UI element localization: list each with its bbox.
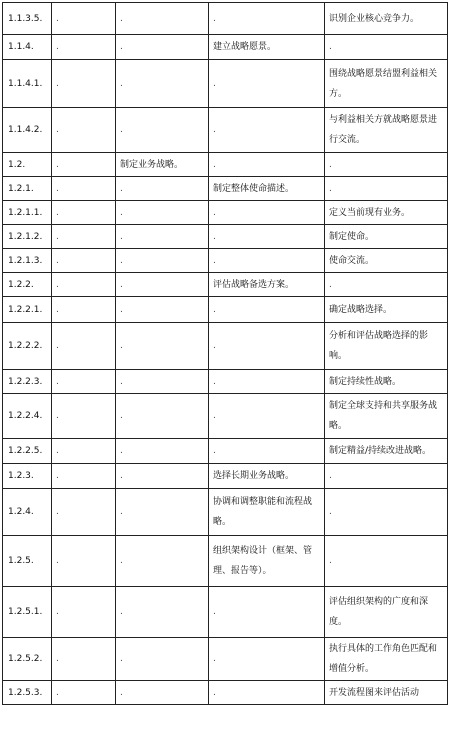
table-cell: . (116, 201, 209, 225)
table-cell: . (209, 225, 325, 249)
row-number-cell: 1.2.1.1. (3, 201, 52, 225)
table-row (3, 536, 448, 587)
row-number-cell: 1.2.5.1. (3, 587, 52, 638)
table-cell: 使命交流。 (325, 249, 448, 273)
table-cell: . (325, 273, 448, 297)
table-cell: . (52, 681, 116, 705)
table-cell: . (52, 323, 116, 370)
table-cell: 制定使命。 (325, 225, 448, 249)
table-cell: . (209, 681, 325, 705)
table-cell: . (116, 681, 209, 705)
table-cell: . (116, 323, 209, 370)
table-cell: 评估组织架构的广度和深度。 (325, 587, 448, 638)
table-row (3, 370, 448, 394)
table-cell: . (116, 536, 209, 587)
table-row (3, 249, 448, 273)
table-row (3, 297, 448, 323)
table-cell: . (116, 177, 209, 201)
table-cell: 组织架构设计（框架、管理、报告等）。 (209, 536, 325, 587)
table-cell: 与利益相关方就战略愿景进行交流。 (325, 108, 448, 153)
table-cell: . (209, 3, 325, 35)
table-row (3, 273, 448, 297)
row-number-cell: 1.2.2.4. (3, 394, 52, 439)
table-cell: . (52, 225, 116, 249)
table-cell: . (52, 249, 116, 273)
row-number-cell: 1.2.5. (3, 536, 52, 587)
table-cell: 制定整体使命描述。 (209, 177, 325, 201)
table-cell: . (116, 370, 209, 394)
table-row (3, 108, 448, 153)
table-cell: . (325, 153, 448, 177)
row-number-cell: 1.2.5.3. (3, 681, 52, 705)
table-cell: . (52, 370, 116, 394)
row-number-cell: 1.1.3.5. (3, 3, 52, 35)
table-cell: 开发流程图来评估活动 (325, 681, 448, 705)
table-cell: 定义当前现有业务。 (325, 201, 448, 225)
table-row (3, 681, 448, 705)
table-row (3, 587, 448, 638)
table-cell: . (209, 370, 325, 394)
table-cell: 评估战略备选方案。 (209, 273, 325, 297)
table-row (3, 3, 448, 35)
row-number-cell: 1.2.2.1. (3, 297, 52, 323)
table-cell: . (52, 464, 116, 489)
table-cell: 制定全球支持和共享服务战略。 (325, 394, 448, 439)
table-cell: 分析和评估战略选择的影响。 (325, 323, 448, 370)
table-cell: . (116, 394, 209, 439)
table-row (3, 323, 448, 370)
table-cell: . (209, 297, 325, 323)
table-cell: . (116, 638, 209, 681)
table-row (3, 201, 448, 225)
table-cell: . (52, 35, 116, 60)
table-cell: . (209, 249, 325, 273)
table-cell: 选择长期业务战略。 (209, 464, 325, 489)
table-row (3, 225, 448, 249)
table-cell: . (209, 323, 325, 370)
table-row (3, 489, 448, 536)
table-cell: . (116, 587, 209, 638)
table-cell: . (52, 108, 116, 153)
table-row (3, 394, 448, 439)
table-cell: 建立战略愿景。 (209, 35, 325, 60)
table-cell: . (52, 587, 116, 638)
table-cell: . (209, 153, 325, 177)
table-row (3, 464, 448, 489)
table-row (3, 153, 448, 177)
table-cell: 识别企业核心竞争力。 (325, 3, 448, 35)
row-number-cell: 1.2.1. (3, 177, 52, 201)
table-row (3, 177, 448, 201)
row-number-cell: 1.1.4.1. (3, 60, 52, 108)
table-cell: . (209, 638, 325, 681)
row-number-cell: 1.2.2. (3, 273, 52, 297)
table-cell: . (52, 177, 116, 201)
table-cell: . (116, 489, 209, 536)
row-number-cell: 1.2.2.3. (3, 370, 52, 394)
table-cell: . (52, 536, 116, 587)
table-cell: . (116, 108, 209, 153)
table-cell: 制定精益/持续改进战略。 (325, 439, 448, 464)
table-cell: . (209, 587, 325, 638)
table-cell: 协调和调整职能和流程战略。 (209, 489, 325, 536)
process-table (2, 2, 448, 705)
table-cell: . (116, 464, 209, 489)
table-cell: . (116, 3, 209, 35)
row-number-cell: 1.2.5.2. (3, 638, 52, 681)
table-cell: . (325, 177, 448, 201)
table-cell: . (116, 35, 209, 60)
table-cell: . (52, 394, 116, 439)
table-cell: . (52, 439, 116, 464)
table-cell: . (209, 201, 325, 225)
row-number-cell: 1.2.3. (3, 464, 52, 489)
row-number-cell: 1.1.4. (3, 35, 52, 60)
table-row (3, 35, 448, 60)
table-cell: . (209, 108, 325, 153)
table-cell: . (52, 153, 116, 177)
row-number-cell: 1.1.4.2. (3, 108, 52, 153)
table-cell: . (116, 60, 209, 108)
table-cell: 围绕战略愿景结盟利益相关方。 (325, 60, 448, 108)
table-cell: . (52, 489, 116, 536)
table-cell: . (116, 297, 209, 323)
table-row (3, 60, 448, 108)
table-cell: . (325, 489, 448, 536)
row-number-cell: 1.2.4. (3, 489, 52, 536)
table-cell: . (52, 273, 116, 297)
table-cell: . (209, 439, 325, 464)
table-cell: . (52, 297, 116, 323)
table-cell: . (209, 394, 325, 439)
row-number-cell: 1.2. (3, 153, 52, 177)
table-cell: . (116, 439, 209, 464)
row-number-cell: 1.2.1.3. (3, 249, 52, 273)
table-cell: . (52, 638, 116, 681)
table-cell: . (52, 201, 116, 225)
table-row (3, 439, 448, 464)
table-cell: 确定战略选择。 (325, 297, 448, 323)
row-number-cell: 1.2.2.2. (3, 323, 52, 370)
row-number-cell: 1.2.1.2. (3, 225, 52, 249)
table-cell: . (116, 225, 209, 249)
table-cell: 制定持续性战略。 (325, 370, 448, 394)
table-cell: . (325, 536, 448, 587)
table-cell: . (52, 3, 116, 35)
table-row (3, 638, 448, 681)
table-cell: . (116, 249, 209, 273)
table-cell: . (325, 464, 448, 489)
table-cell: 执行具体的工作角色匹配和增值分析。 (325, 638, 448, 681)
row-number-cell: 1.2.2.5. (3, 439, 52, 464)
table-cell: 制定业务战略。 (116, 153, 209, 177)
table-cell: . (52, 60, 116, 108)
table-cell: . (325, 35, 448, 60)
table-cell: . (116, 273, 209, 297)
table-cell: . (209, 60, 325, 108)
